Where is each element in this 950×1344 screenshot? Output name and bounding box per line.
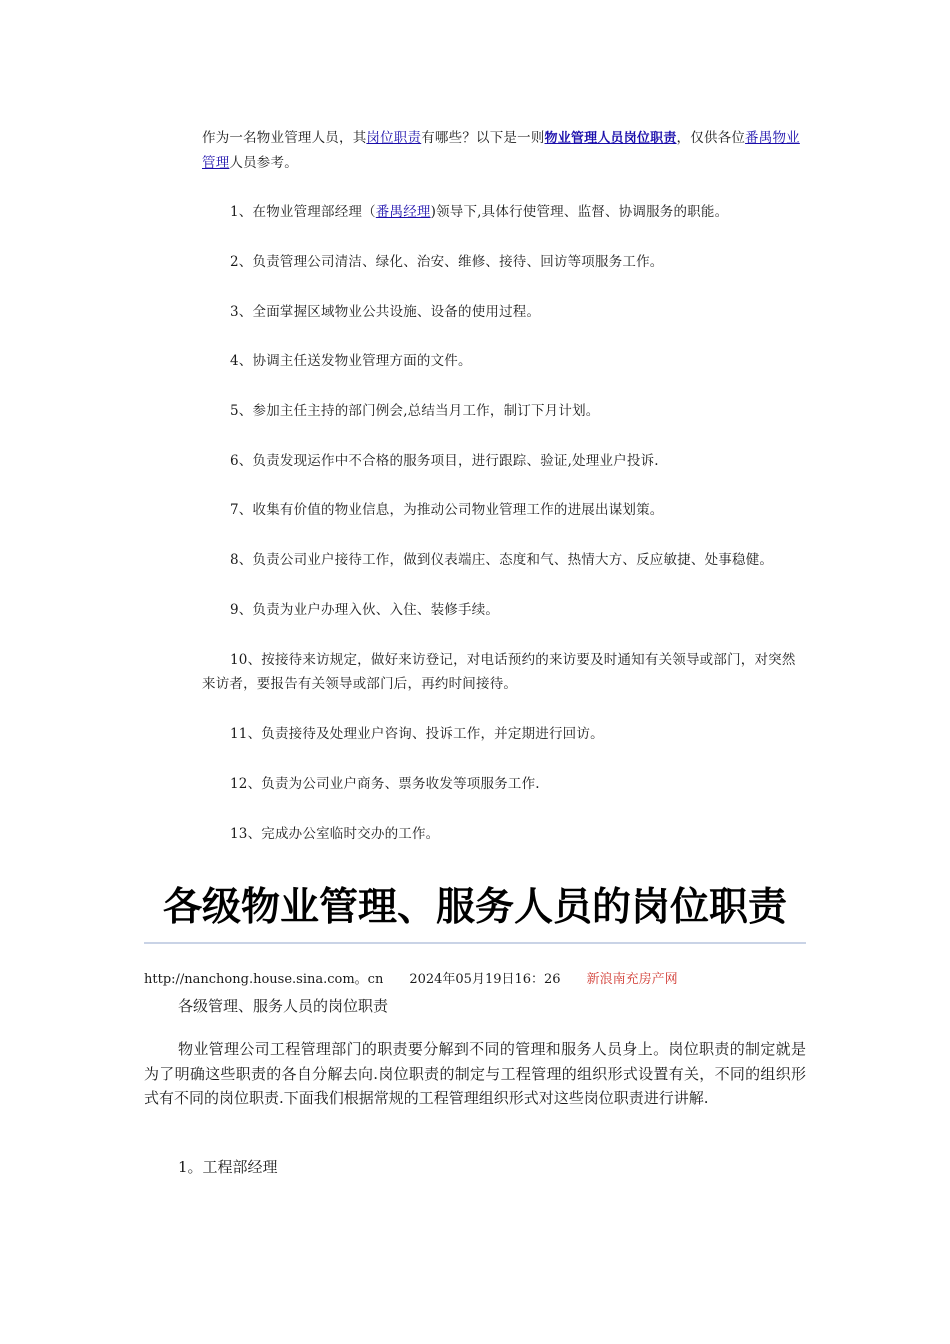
link-property-staff-duties[interactable]: 物业管理人员岗位职责 <box>544 131 677 146</box>
duty-item-5: 5、参加主任主持的部门例会,总结当月工作，制订下月计划。 <box>230 403 600 419</box>
article-headline: 各级物业管理、服务人员的岗位职责 <box>162 885 787 930</box>
intro-text-1: 作为一名物业管理人员，其 <box>202 130 367 146</box>
headline-divider <box>144 942 806 944</box>
duty-item-1 <box>202 200 808 224</box>
link-panyu-manager[interactable]: 番禺经理 <box>375 204 431 220</box>
duty-item-9: 9、负责为业户办理入伙、入住、装修手续。 <box>230 602 500 618</box>
duty-item-12: 12、负责为公司业户商务、票务收发等项服务工作. <box>230 776 540 792</box>
intro-text-3: ，仅供各位 <box>676 130 746 146</box>
duty-item-2: 2、负责管理公司清洁、绿化、治安、维修、接待、回访等项服务工作。 <box>230 254 664 270</box>
duty-item-4: 4、协调主任送发物业管理方面的文件。 <box>230 353 472 369</box>
duty-item-7: 7、收集有价值的物业信息，为推动公司物业管理工作的进展出谋划策。 <box>230 502 664 518</box>
duty-1-post: )领导下,具体行使管理、监督、协调服务的职能。 <box>430 204 729 220</box>
duty-item-13: 13、完成办公室临时交办的工作。 <box>230 826 440 842</box>
article-url: http://nanchong.house.sina.com。cn <box>144 972 384 987</box>
duty-item-10: 10、按接待来访规定，做好来访登记，对电话预约的来访要及时通知有关领导或部门，对突然来访者，要报告有关领导或部门后，再约时间接待。 <box>202 652 796 692</box>
article-date: 2024年05月19日16：26 <box>409 972 561 987</box>
duty-item-8: 8、负责公司业户接待工作，做到仪表端庄、态度和气、热情大方、反应敏捷、处事稳健。 <box>230 552 774 568</box>
link-job-duties[interactable]: 岗位职责 <box>366 130 422 146</box>
link-panyu-property[interactable]: 番禺物业管理 <box>202 130 800 171</box>
article-subhead: 各级管理、服务人员的岗位职责 <box>178 997 389 1015</box>
duty-1-pre: 1、在物业管理部经理（ <box>230 204 376 220</box>
duty-item-11: 11、负责接待及处理业户咨询、投诉工作，并定期进行回访。 <box>230 726 604 742</box>
intro-text-2: 有哪些？以下是一则 <box>421 130 545 146</box>
article-source: 新浪南充房产网 <box>586 972 678 987</box>
duty-item-6: 6、负责发现运作中不合格的服务项目，进行跟踪、验证,处理业户投诉. <box>230 453 659 469</box>
section-title: 1。工程部经理 <box>178 1158 278 1176</box>
article-body-paragraph: 物业管理公司工程管理部门的职责要分解到不同的管理和服务人员身上。岗位职责的制定就是为了明确这些职责的各自分解去向.岗位职责的制定与工程管理的组织形式设置有关，不同的组织形式有不同的岗位职责.下面我们根据常规的工程管理组织形式对这些岗位职责进行讲解. <box>144 1040 806 1107</box>
article-meta <box>144 970 806 990</box>
intro-paragraph <box>202 126 808 175</box>
duty-item-3: 3、全面掌握区域物业公共设施、设备的使用过程。 <box>230 304 541 320</box>
intro-text-4: 人员参考。 <box>229 155 298 171</box>
